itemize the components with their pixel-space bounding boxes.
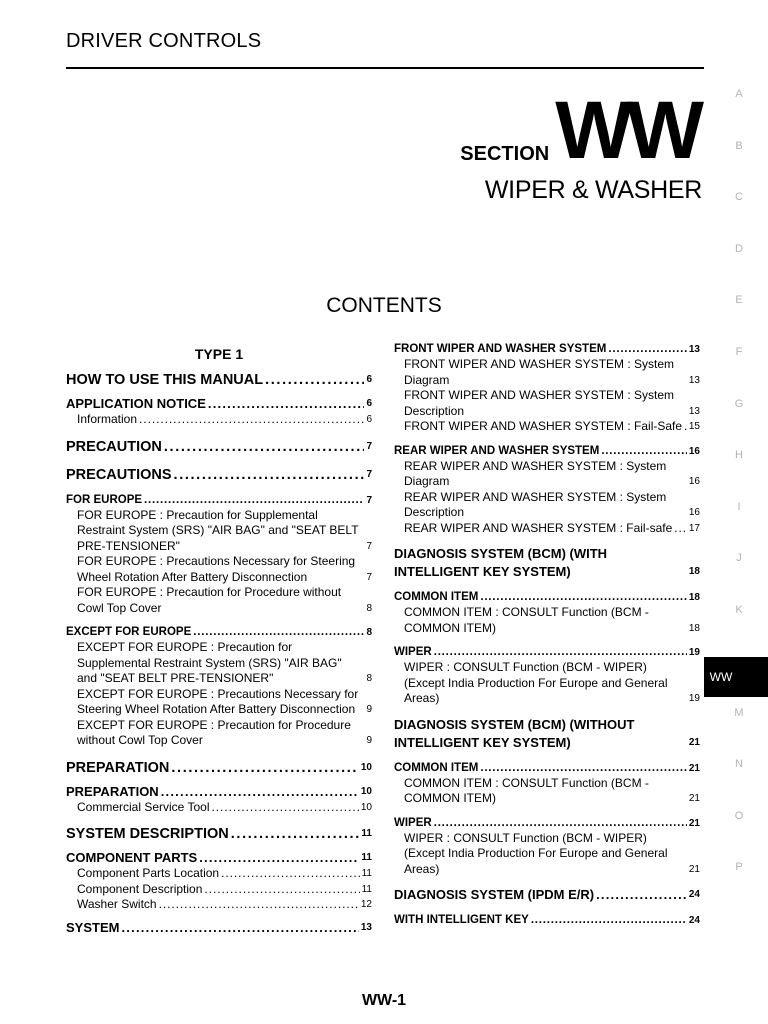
- section-block: [460, 85, 702, 205]
- toc-entry-title: FOR EUROPE : Precautions Necessary for Steering Wheel Rotation After Battery Disconnection: [77, 554, 356, 584]
- toc-entry-title: WIPER : CONSULT Function (BCM - WIPER) (Except India Production For Europe and General Areas): [404, 830, 668, 876]
- toc-entry-title: PRECAUTION: [66, 438, 162, 455]
- toc-entry-title: FOR EUROPE: [66, 493, 143, 506]
- toc-entry[interactable]: [66, 784, 372, 800]
- toc-entry-page: 21: [688, 863, 700, 875]
- toc-entry[interactable]: [394, 716, 700, 752]
- toc-entry[interactable]: [394, 590, 700, 605]
- toc-entry-title: PRECAUTIONS: [66, 466, 172, 483]
- toc-dot-leader: [601, 444, 687, 459]
- toc-dot-leader: [204, 882, 359, 898]
- section-index-tab[interactable]: A: [735, 88, 743, 100]
- toc-dot-leader: [199, 850, 359, 866]
- toc-dot-leader: [674, 521, 687, 537]
- toc-entry-title: Washer Switch: [77, 897, 157, 911]
- toc-entry[interactable]: [66, 438, 372, 456]
- toc-entry-page: 8: [366, 602, 372, 614]
- toc-entry-page: 7: [366, 571, 372, 583]
- toc-dot-leader: [684, 419, 687, 435]
- toc-entry-title: FRONT WIPER AND WASHER SYSTEM : Fail-Safe: [404, 419, 683, 433]
- toc-entry-title: Component Parts Location: [77, 866, 220, 880]
- toc-entry[interactable]: [66, 371, 372, 389]
- section-index-tab[interactable]: H: [735, 449, 743, 462]
- toc-dot-leader: [193, 625, 364, 640]
- toc-entry[interactable]: [394, 913, 700, 928]
- toc-entry-title: DIAGNOSIS SYSTEM (IPDM E/R): [394, 887, 595, 902]
- toc-entry-page: 21: [688, 793, 700, 804]
- toc-entry-title: FRONT WIPER AND WASHER SYSTEM : System Description: [404, 388, 675, 418]
- toc-entry[interactable]: [66, 825, 372, 843]
- toc-entry-page: 11: [361, 883, 372, 895]
- toc-entry-page: 8: [366, 673, 372, 684]
- toc-dot-leader: [480, 761, 687, 776]
- toc-entry-page: 16: [688, 445, 700, 457]
- toc-entry-title: COMMON ITEM: [394, 591, 479, 603]
- toc-entry-page: 18: [688, 622, 700, 634]
- section-index-tabs: [704, 84, 768, 909]
- toc-entry-page: 8: [366, 627, 372, 638]
- toc-entry-page: 12: [360, 899, 372, 910]
- toc-entry-page: 7: [366, 494, 372, 506]
- toc-dot-leader: [139, 412, 364, 428]
- toc-entry-page: 10: [360, 761, 372, 773]
- toc-entry-title: FRONT WIPER AND WASHER SYSTEM: [394, 343, 607, 355]
- toc-entry-title: WIPER : CONSULT Function (BCM - WIPER) (Except India Production For Europe and General Areas): [404, 660, 668, 705]
- toc-entry-page: 9: [366, 735, 372, 746]
- toc-entry[interactable]: [394, 459, 700, 490]
- toc-entry-page: 6: [366, 398, 372, 409]
- contents-title: CONTENTS: [326, 294, 442, 317]
- toc-entry-title: SYSTEM: [66, 919, 120, 935]
- toc-entry-title: PREPARATION: [66, 759, 170, 776]
- toc-entry[interactable]: [394, 605, 700, 636]
- toc-type-heading: TYPE 1: [194, 346, 244, 362]
- toc-entry-page: 13: [688, 374, 700, 386]
- toc-entry[interactable]: [66, 396, 372, 412]
- page-number: WW-1: [361, 992, 407, 1009]
- section-index-tab[interactable]: E: [735, 294, 743, 307]
- toc-entry[interactable]: [66, 466, 372, 484]
- toc-entry-page: 21: [688, 762, 700, 774]
- toc-entry-page: 24: [688, 889, 700, 900]
- toc-entry-page: 18: [688, 566, 700, 577]
- section-title: WIPER & WASHER: [484, 176, 702, 204]
- toc-entry-title: WITH INTELLIGENT KEY: [394, 914, 529, 926]
- toc-entry-page: 19: [688, 693, 700, 704]
- toc-entry-page: 13: [360, 921, 372, 933]
- toc-dot-leader: [434, 816, 687, 831]
- toc-entry[interactable]: [394, 388, 700, 419]
- toc-entry[interactable]: [394, 357, 700, 388]
- toc-entry[interactable]: [394, 490, 700, 521]
- toc-dot-leader: [221, 866, 360, 882]
- toc-dot-leader: [434, 645, 687, 660]
- toc-dot-leader: [174, 466, 365, 484]
- section-index-tab[interactable]: B: [735, 139, 743, 152]
- section-index-tab[interactable]: F: [735, 345, 743, 358]
- section-index-tab[interactable]: J: [736, 552, 742, 565]
- toc-entry-page: 19: [688, 647, 700, 658]
- toc-entry-title: WIPER: [394, 646, 432, 658]
- toc-entry-title: SYSTEM DESCRIPTION: [66, 826, 229, 842]
- toc-entry[interactable]: [394, 886, 700, 904]
- toc-entry-title: Commercial Service Tool: [77, 799, 210, 814]
- toc-entry[interactable]: [394, 545, 700, 581]
- toc-entry-page: 11: [361, 852, 372, 863]
- toc-entry-page: 7: [366, 540, 372, 552]
- toc-entry[interactable]: [394, 444, 700, 459]
- header-rule: [66, 67, 704, 69]
- toc-entry-title: APPLICATION NOTICE: [66, 396, 206, 411]
- toc-entry-page: 7: [366, 440, 372, 452]
- toc-entry[interactable]: [66, 759, 372, 777]
- toc-entry-title: REAR WIPER AND WASHER SYSTEM : System Diagram: [404, 458, 667, 488]
- toc-dot-leader: [171, 759, 358, 777]
- toc-entry[interactable]: [66, 640, 372, 687]
- toc-entry-title: COMMON ITEM : CONSULT Function (BCM - COMMON ITEM): [404, 605, 649, 635]
- toc-entry-title: DIAGNOSIS SYSTEM (BCM) (WITHOUT INTELLIGENT KEY SYSTEM): [394, 716, 635, 750]
- section-index-tab[interactable]: D: [735, 242, 743, 255]
- toc-entry[interactable]: [394, 816, 700, 831]
- toc-right-list: [394, 342, 700, 928]
- section-index-tab[interactable]: N: [735, 758, 743, 771]
- toc-entry-page: 6: [366, 374, 372, 385]
- toc-entry-page: 13: [688, 405, 700, 417]
- toc-entry[interactable]: [394, 419, 700, 435]
- toc-entry-page: 15: [688, 421, 700, 432]
- toc-entry[interactable]: [66, 920, 372, 936]
- toc-entry[interactable]: [66, 882, 372, 898]
- toc-entry-page: 24: [688, 915, 700, 926]
- toc-dot-leader: [231, 825, 360, 843]
- toc-entry-title: REAR WIPER AND WASHER SYSTEM : System Description: [404, 489, 667, 519]
- toc-entry[interactable]: [394, 776, 700, 807]
- toc-entry-page: 11: [361, 868, 372, 879]
- toc-entry-page: 18: [688, 592, 700, 603]
- section-index-tab[interactable]: P: [735, 861, 743, 874]
- toc-entry[interactable]: [66, 493, 372, 508]
- toc-right-column: [394, 340, 700, 928]
- running-head: DRIVER CONTROLS: [66, 30, 262, 52]
- toc-entry-title: EXCEPT FOR EUROPE : Precaution for Procedure without Cowl Top Cover: [77, 717, 351, 747]
- section-word: SECTION: [460, 143, 550, 165]
- toc-dot-leader: [161, 784, 359, 800]
- toc-entry[interactable]: [66, 554, 372, 585]
- toc-dot-leader: [164, 438, 365, 456]
- toc-entry-page: 6: [366, 414, 372, 425]
- section-index-tab[interactable]: K: [735, 603, 743, 616]
- toc-entry-title: WIPER: [394, 816, 432, 829]
- toc-entry[interactable]: [66, 625, 372, 640]
- toc-left-list: [66, 371, 372, 936]
- toc-entry[interactable]: [394, 521, 700, 537]
- toc-dot-leader: [144, 493, 364, 508]
- section-index-tab[interactable]: I: [737, 500, 741, 513]
- section-index-tab[interactable]: M: [734, 706, 744, 719]
- toc-dot-leader: [531, 913, 687, 928]
- toc-entry-page: 17: [688, 522, 700, 534]
- toc-left-column: [66, 340, 372, 936]
- section-index-tab[interactable]: O: [734, 809, 744, 822]
- toc-entry-title: Component Description: [77, 881, 203, 896]
- toc-entry-title: FOR EUROPE : Precaution for Supplemental Restraint System (SRS) "AIR BAG" and "SEAT BELT PRE-TENSIONER": [77, 507, 359, 553]
- toc-entry-title: DIAGNOSIS SYSTEM (BCM) (WITH INTELLIGENT KEY SYSTEM): [394, 546, 608, 579]
- toc-dot-leader: [608, 342, 687, 357]
- toc-dot-leader: [596, 886, 687, 904]
- toc-entry[interactable]: [66, 850, 372, 866]
- section-index-tab[interactable]: G: [734, 397, 744, 410]
- toc-entry[interactable]: [66, 687, 372, 718]
- section-line: [460, 85, 702, 176]
- toc-entry-page: 9: [366, 704, 372, 715]
- toc-entry-title: COMMON ITEM: [394, 761, 479, 774]
- toc-entry[interactable]: [66, 866, 372, 882]
- toc-entry-page: 11: [361, 828, 372, 839]
- toc-entry-title: COMMON ITEM : CONSULT Function (BCM - COMMON ITEM): [404, 775, 649, 805]
- toc-entry[interactable]: [394, 831, 700, 878]
- toc-dot-leader: [212, 800, 359, 816]
- toc-entry[interactable]: [394, 342, 700, 357]
- toc-entry[interactable]: [66, 585, 372, 616]
- toc-entry[interactable]: [66, 718, 372, 749]
- toc-entry[interactable]: [394, 761, 700, 776]
- toc-entry[interactable]: [66, 800, 372, 816]
- toc-entry-page: 10: [360, 785, 372, 797]
- toc-entry-title: REAR WIPER AND WASHER SYSTEM: [394, 444, 600, 457]
- section-code: WW: [555, 85, 698, 176]
- toc-dot-leader: [121, 920, 358, 936]
- toc-entry-title: Information: [77, 412, 138, 426]
- section-index-tab[interactable]: C: [735, 191, 743, 204]
- toc-entry[interactable]: [66, 412, 372, 428]
- toc-entry-page: 7: [366, 468, 372, 480]
- toc-entry[interactable]: [394, 645, 700, 660]
- section-index-tab[interactable]: WW: [704, 657, 768, 697]
- toc-entry-title: FOR EUROPE : Precaution for Procedure without Cowl Top Cover: [77, 585, 342, 615]
- toc-dot-leader: [159, 897, 359, 913]
- toc-entry[interactable]: [66, 508, 372, 555]
- toc-entry-title: PREPARATION: [66, 783, 159, 799]
- toc-entry-title: EXCEPT FOR EUROPE : Precautions Necessary for Steering Wheel Rotation After Battery Disconnection: [77, 686, 359, 716]
- toc-dot-leader: [208, 396, 365, 412]
- toc-dot-leader: [480, 590, 687, 605]
- toc-entry-page: 10: [360, 801, 372, 813]
- toc-entry[interactable]: [66, 897, 372, 913]
- toc-entry-page: 16: [688, 507, 700, 518]
- toc-entry-page: 16: [688, 476, 700, 487]
- toc-entry-title: COMPONENT PARTS: [66, 850, 198, 865]
- toc-entry[interactable]: [394, 660, 700, 707]
- toc-entry-title: HOW TO USE THIS MANUAL: [66, 372, 264, 388]
- toc-dot-leader: [265, 371, 364, 389]
- toc-entry-page: 13: [688, 344, 700, 355]
- toc-entry-page: 21: [688, 817, 700, 829]
- toc-entry-title: EXCEPT FOR EUROPE: [66, 626, 192, 638]
- toc-entry-page: 21: [688, 736, 700, 748]
- toc-entry-title: EXCEPT FOR EUROPE : Precaution for Supplemental Restraint System (SRS) "AIR BAG" and "SEAT BELT PRE-TENSIONER": [77, 640, 342, 685]
- toc-entry-title: FRONT WIPER AND WASHER SYSTEM : System Diagram: [404, 357, 675, 387]
- toc-entry-title: REAR WIPER AND WASHER SYSTEM : Fail-safe: [404, 520, 673, 535]
